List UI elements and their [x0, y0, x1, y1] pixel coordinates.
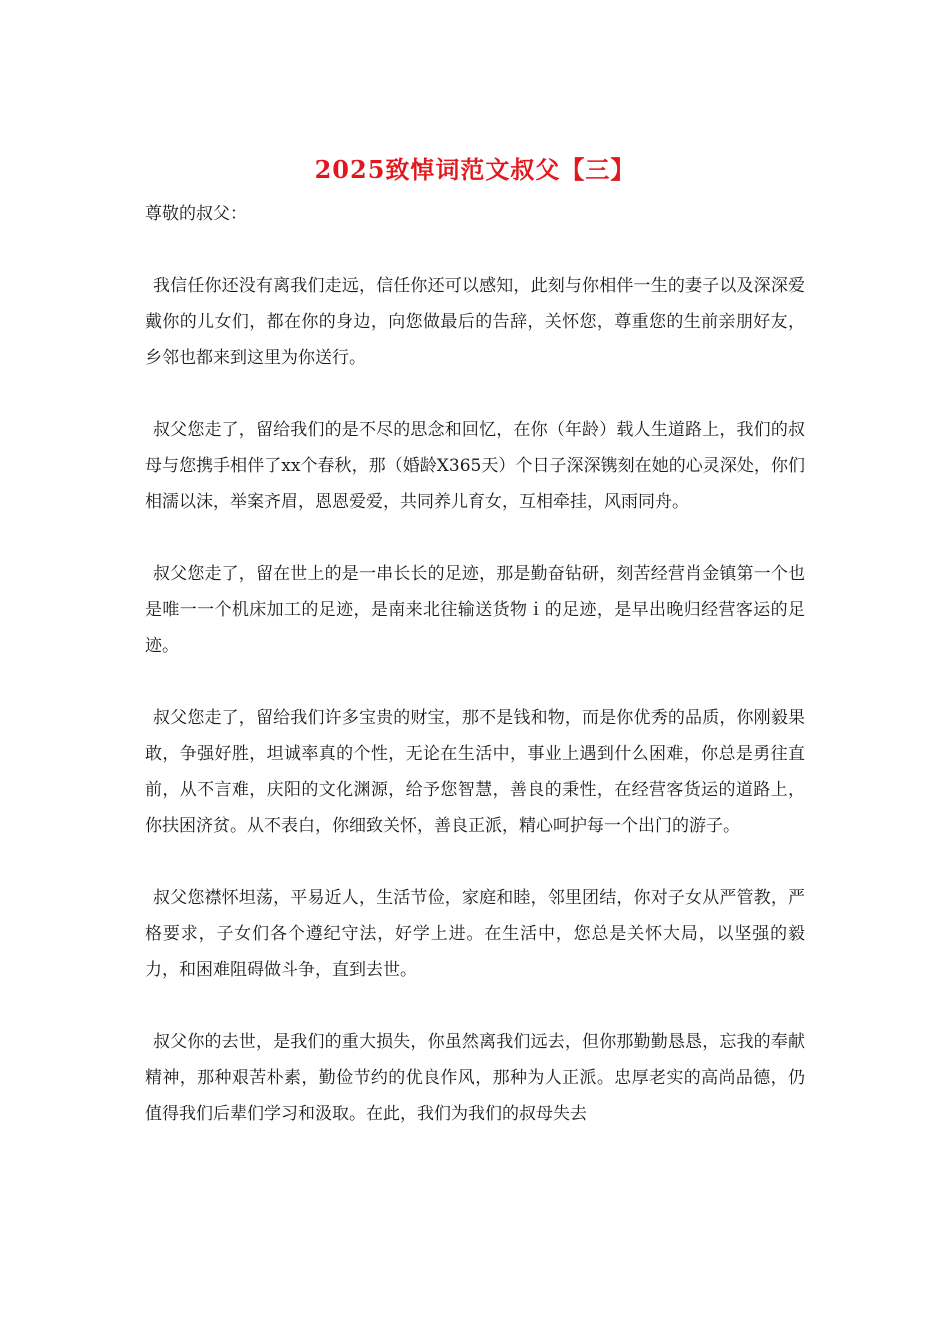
paragraph-1: 我信任你还没有离我们走远，信任你还可以感知，此刻与你相伴一生的妻子以及深深爱戴你的儿女们，都在你的身边，向您做最后的告辞，关怀您，尊重您的生前亲朋好友，乡邻也都来到这里为你送行。 [145, 276, 805, 368]
paragraph-6: 叔父你的去世，是我们的重大损失，你虽然离我们远去，但你那勤勤恳恳，忘我的奉献精神，那种艰苦朴素，勤俭节约的优良作风，那种为人正派。忠厚老实的高尚品德，仍值得我们后辈们学习和汲取。在此，我们为我们的叔母失去 [145, 1032, 805, 1124]
paragraph-4: 叔父您走了，留给我们许多宝贵的财宝，那不是钱和物，而是你优秀的品质，你刚毅果敢，争强好胜，坦诚率真的个性，无论在生活中，事业上遇到什么困难，你总是勇往直前，从不言难，庆阳的文化渊源，给予您智慧，善良的秉性，在经营客货运的道路上，你扶困济贫。从不表白，你细致关怀，善良正派，精心呵护每一个出门的游子。 [145, 708, 805, 836]
salutation: 尊敬的叔父： [145, 204, 247, 224]
paragraph-2: 叔父您走了，留给我们的是不尽的思念和回忆，在你（年龄）载人生道路上，我们的叔母与您携手相伴了xx个春秋，那（婚龄X365天）个日子深深镌刻在她的心灵深处，你们相濡以沫，举案齐眉，恩恩爱爱，共同养儿育女，互相牵挂，风雨同舟。 [145, 420, 805, 512]
paragraph-5: 叔父您襟怀坦荡，平易近人，生活节俭，家庭和睦，邻里团结，你对子女从严管教，严格要求，子女们各个遵纪守法，好学上进。在生活中，您总是关怀大局，以坚强的毅力，和困难阻碍做斗争，直到去世。 [145, 888, 805, 980]
document-body [145, 196, 805, 1132]
paragraph-3: 叔父您走了，留在世上的是一串长长的足迹，那是勤奋钻研，刻苦经营肖金镇第一个也是唯一一个机床加工的足迹，是南来北往输送货物ｉ的足迹，是早出晚归经营客运的足迹。 [145, 564, 805, 656]
document-title: 2025致悼词范文叔父【三】 [314, 155, 636, 184]
